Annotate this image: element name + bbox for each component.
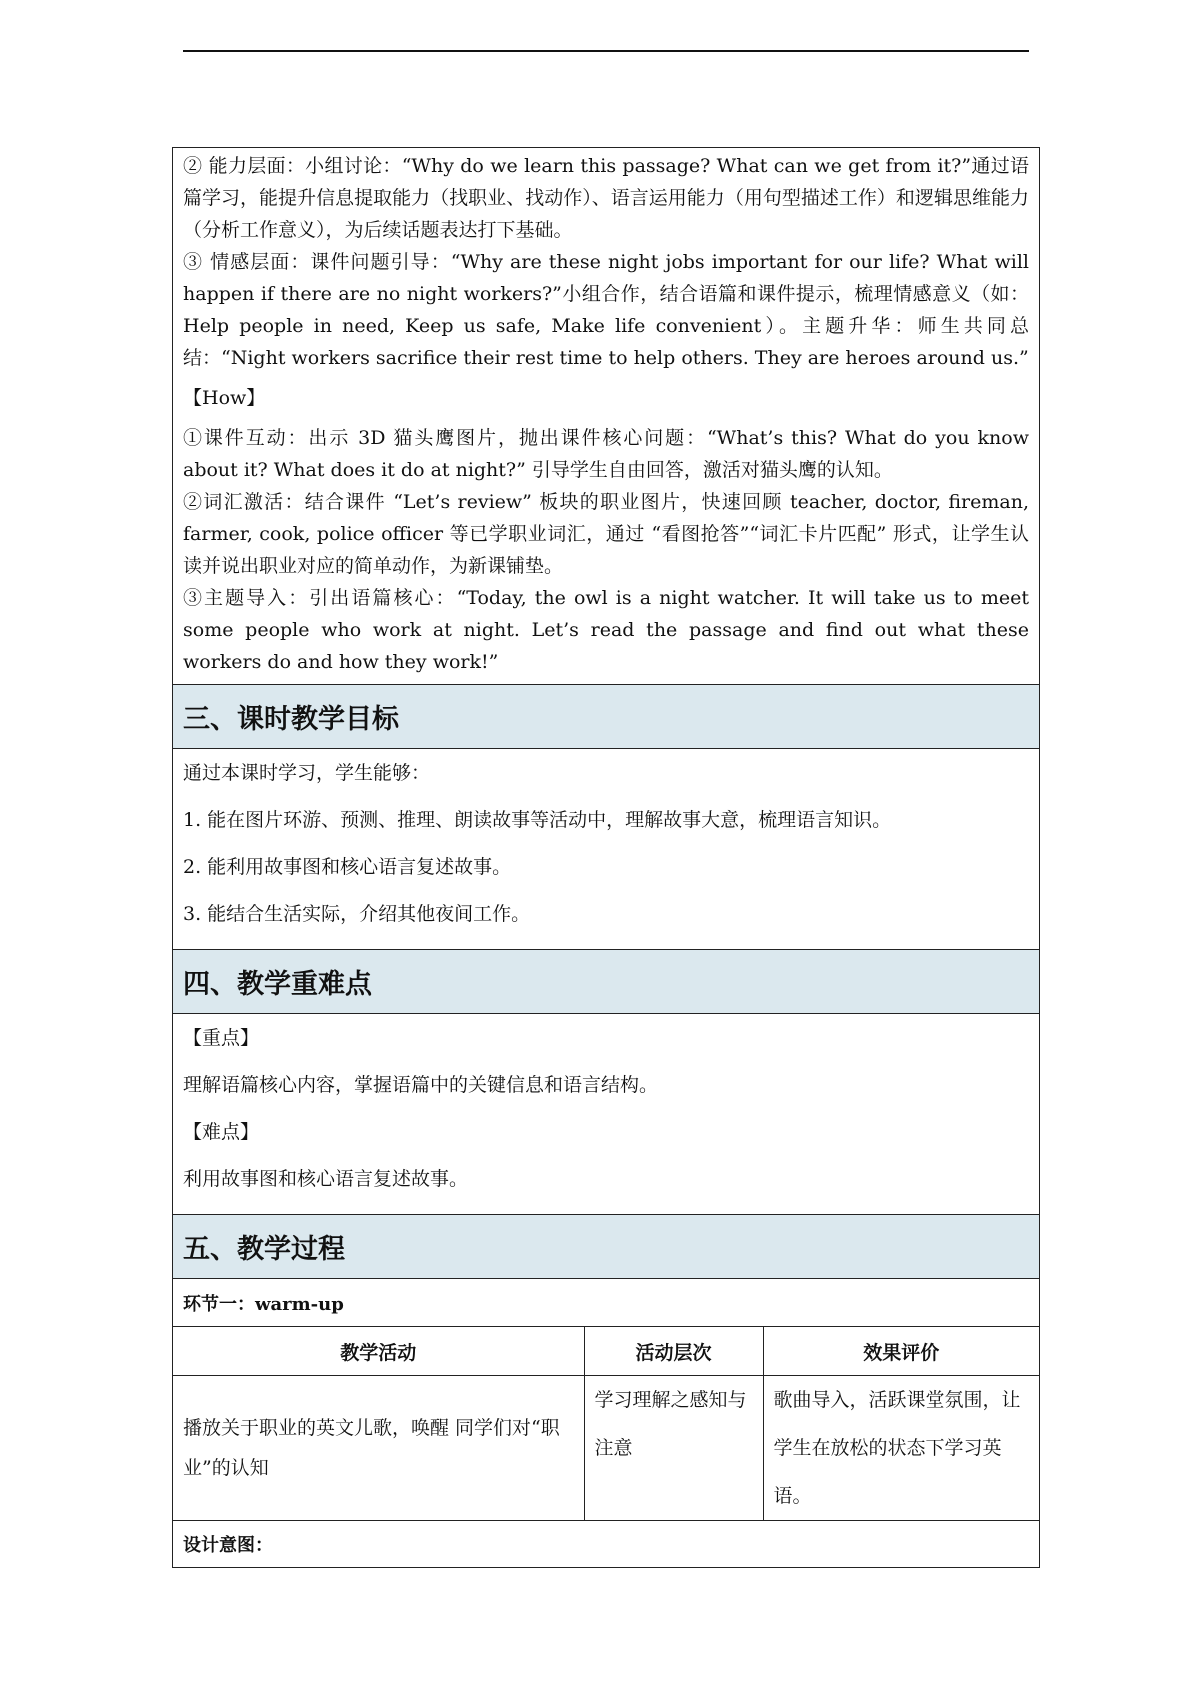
evaluation-cell: 歌曲导入，活跃课堂氛围，让学生在放松的状态下学习英语。 [763, 1376, 1039, 1521]
difficulty-label: 【难点】 [183, 1121, 260, 1143]
process-table [173, 1327, 1039, 1521]
section-4-title: 四、教学重难点 [173, 950, 1039, 1014]
column-header-activity: 教学活动 [173, 1327, 584, 1376]
level-cell: 学习理解之感知与注意 [584, 1376, 763, 1521]
column-header-evaluation: 效果评价 [763, 1327, 1039, 1376]
stage-title: 环节一：warm-up [173, 1279, 1039, 1327]
objectives-intro: 通过本课时学习，学生能够： [183, 762, 431, 784]
objective-item: 2. 能利用故事图和核心语言复述故事。 [183, 856, 512, 878]
column-header-level: 活动层次 [584, 1327, 763, 1376]
section-3-title: 三、课时教学目标 [173, 685, 1039, 749]
objective-item: 1. 能在图片环游、预测、推理、朗读故事等活动中，理解故事大意，梳理语言知识。 [183, 809, 892, 831]
ability-level-text: ② 能力层面：小组讨论：“Why do we learn this passage? What can we get from it?”通过语篇学习，能提升信息提取能力（找职业、找动作）、语言运用能力（用句型描述工作）和逻辑思维能力（分析工作意义），为后续话题表达打下基础。 [183, 155, 1029, 241]
header-rule [183, 50, 1029, 52]
objectives-detail-block [173, 148, 1039, 685]
how-label: 【How】 [183, 387, 266, 409]
difficulty-text: 利用故事图和核心语言复述故事。 [183, 1168, 469, 1190]
design-intent-label: 设计意图： [183, 1535, 273, 1556]
how-step-3: ③主题导入：引出语篇核心：“Today, the owl is a night watcher. It will take us to meet some people who work at night. Let’s read the passage and find out what these workers do and how they work!” [183, 587, 1029, 673]
key-point-label: 【重点】 [183, 1027, 260, 1049]
objective-item: 3. 能结合生活实际，介绍其他夜间工作。 [183, 903, 531, 925]
section-4-body [173, 1014, 1039, 1215]
section-5-title: 五、教学过程 [173, 1215, 1039, 1279]
emotion-level-text: ③ 情感层面：课件问题引导：“Why are these night jobs important for our life? What will happen if there are no night workers?”小组合作，结合语篇和课件提示，梳理情感意义（如：Help people in need, Keep us safe, Make life convenient）。主题升华：师生共同总结：“Night workers sacrifice their rest time to help others. They are heroes around us.” [183, 251, 1029, 369]
section-3-body [173, 749, 1039, 950]
how-step-2: ②词汇激活：结合课件 “Let’s review” 板块的职业图片，快速回顾 teacher, doctor, fireman, farmer, cook, police officer 等已学职业词汇，通过 “看图抢答”“词汇卡片匹配” 形式，让学生认读并说出职业对应的简单动作，为新课铺垫。 [183, 491, 1029, 577]
table-row [173, 1376, 1039, 1521]
key-point-text: 理解语篇核心内容，掌握语篇中的关键信息和语言结构。 [183, 1074, 659, 1096]
how-step-1: ①课件互动：出示 3D 猫头鹰图片，抛出课件核心问题：“What’s this? What do you know about it? What does it do at night?” 引导学生自由回答，激活对猫头鹰的认知。 [183, 427, 1029, 481]
activity-cell: 播放关于职业的英文儿歌，唤醒 同学们对“职业”的认知 [183, 1417, 560, 1479]
lesson-plan-table [172, 147, 1040, 1568]
